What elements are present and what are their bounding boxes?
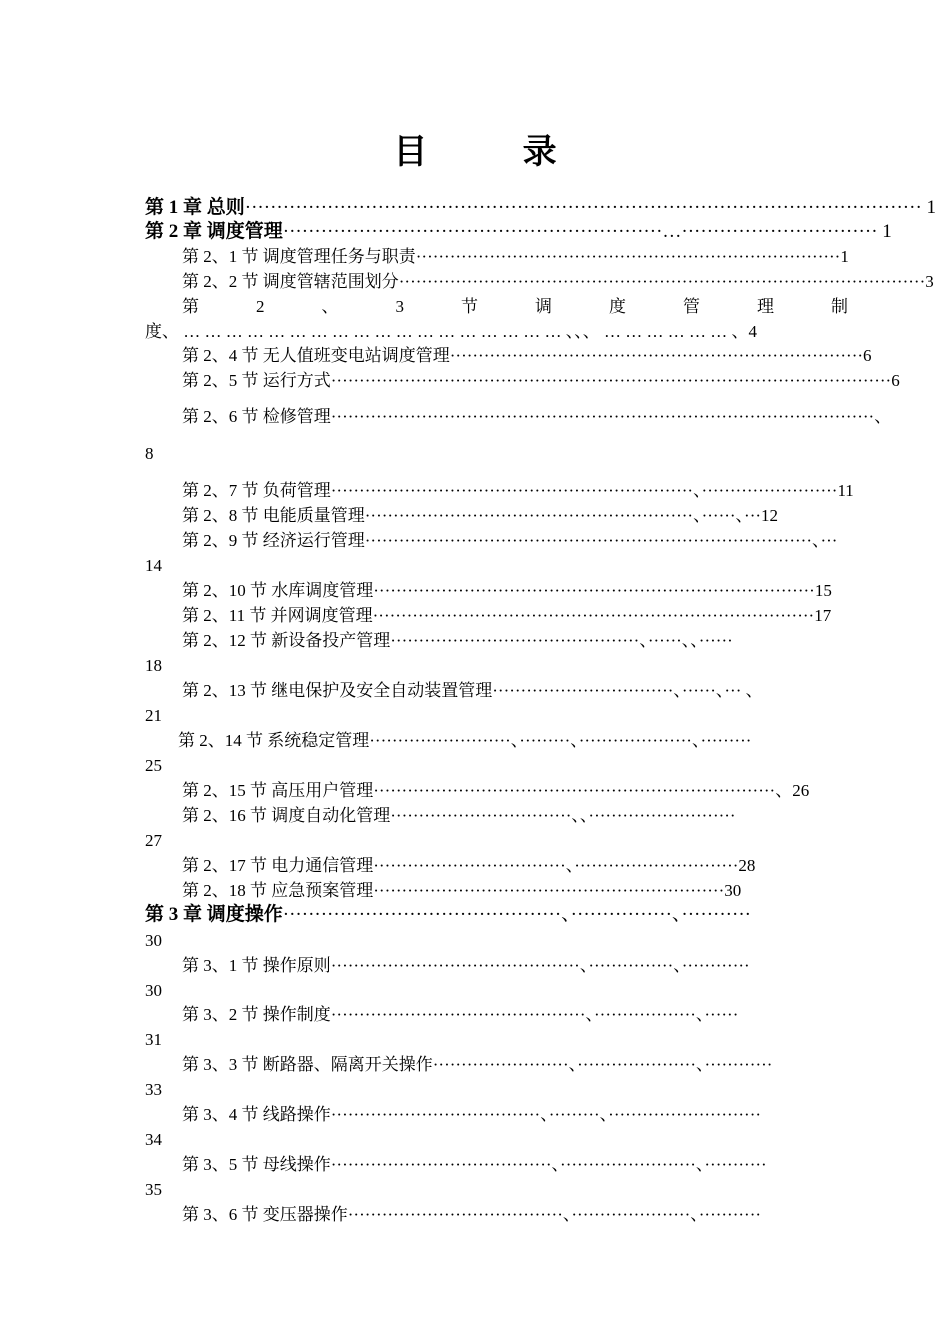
toc-leader-dots: ·············································、··················、······ xyxy=(330,1005,739,1024)
toc-leader-dots: ··································、····························· xyxy=(373,856,739,875)
toc-entry-label: 第 2 章 调度管理 xyxy=(145,221,283,242)
toc-page-number: 28 xyxy=(738,856,756,875)
toc-entry-section-2-6[interactable] xyxy=(182,406,892,428)
toc-entry-continuation xyxy=(145,321,850,343)
toc-entry-chapter-1[interactable] xyxy=(145,197,937,219)
toc-entry-section-2-8[interactable] xyxy=(182,505,850,527)
toc-entry-label: 第 3、4 节 线路操作 xyxy=(182,1105,331,1124)
toc-entry-section-2-4[interactable] xyxy=(182,345,872,367)
toc-page-number: 15 xyxy=(814,581,832,600)
toc-entry-label: 第 2、13 节 继电保护及安全自动装置管理 xyxy=(182,681,493,700)
toc-page-number-wrap: 14 xyxy=(145,556,162,575)
page-title: 目 录 xyxy=(393,134,588,171)
toc-entry-section-2-18[interactable] xyxy=(182,880,850,902)
justified-glyph: 节 xyxy=(461,297,478,316)
toc-page-number: 、 xyxy=(874,407,892,426)
toc-leader-dots: ············································、···············、············ xyxy=(330,956,750,975)
toc-entry-section-3-4[interactable] xyxy=(182,1104,850,1126)
toc-entry-label: 第 2、16 节 调度自动化管理 xyxy=(182,806,391,825)
toc-entry-label: 第 2、6 节 检修管理 xyxy=(182,407,331,426)
toc-entry-section-2-1[interactable] xyxy=(182,246,850,268)
justified-glyph: 2 xyxy=(256,297,265,316)
toc-leader-dots: ·············································································· xyxy=(373,581,815,600)
toc-leader-dots: ································································································ xyxy=(330,407,875,426)
justified-glyph: 制 xyxy=(831,297,848,316)
toc-entry-chapter-2[interactable] xyxy=(145,221,892,243)
toc-entry-label: 第 2、18 节 应急预案管理 xyxy=(182,881,374,900)
toc-leader-dots: ····························································································· xyxy=(398,272,926,291)
toc-entry-section-2-5[interactable] xyxy=(182,370,900,392)
toc-page-number: 1 xyxy=(840,247,849,266)
toc-leader-dots: ··························································、······、··· xyxy=(364,506,762,525)
toc-entry-section-2-13[interactable] xyxy=(182,680,850,702)
toc-entry-label: 第 3、2 节 操作制度 xyxy=(182,1005,331,1024)
toc-entry-label: 第 3、1 节 操作原则 xyxy=(182,956,331,975)
toc-entry-section-2-3[interactable] xyxy=(182,296,848,318)
toc-entry-label: 第 2、4 节 无人值班变电站调度管理 xyxy=(182,346,450,365)
toc-entry-label: 第 3、5 节 母线操作 xyxy=(182,1155,331,1174)
toc-page-number: 17 xyxy=(814,606,832,625)
toc-leader-dots: ·············································································· xyxy=(372,606,815,625)
toc-leader-dots: ····························································…······························· xyxy=(282,221,878,242)
toc-page-number: 30 xyxy=(724,881,742,900)
toc-entry-label: 第 2、12 节 新设备投产管理 xyxy=(182,631,391,650)
toc-page-number-wrap: 35 xyxy=(145,1180,162,1199)
toc-page-number-wrap: 33 xyxy=(145,1080,162,1099)
toc-page-number: 11 xyxy=(837,481,854,500)
toc-entry-label: 第 2、17 节 电力通信管理 xyxy=(182,856,374,875)
toc-page-number: 6 xyxy=(891,371,900,390)
toc-entry-label: 第 2、9 节 经济运行管理 xyxy=(182,531,365,550)
toc-leader-dots: ······························································ xyxy=(373,881,725,900)
toc-leader-dots: ··········································································································· xyxy=(244,197,922,218)
toc-page-number: 6 xyxy=(863,346,872,365)
toc-entry-label: 第 2、10 节 水库调度管理 xyxy=(182,581,374,600)
toc-entry-label: 第 2、2 节 调度管辖范围划分 xyxy=(182,272,399,291)
justified-glyph: 、 xyxy=(321,297,339,316)
toc-entry-section-2-2[interactable] xyxy=(182,271,934,293)
toc-entry-label: 第 2、5 节 运行方式 xyxy=(182,371,331,390)
toc-entry-chapter-3[interactable] xyxy=(145,904,850,926)
toc-page-number: 3 xyxy=(925,272,934,291)
toc-leader-dots: ············································、················、··········· xyxy=(282,904,751,925)
toc-entry-section-3-1[interactable] xyxy=(182,955,850,977)
toc-entry-section-2-15[interactable] xyxy=(182,780,850,802)
toc-entry-label: 第 2、15 节 高压用户管理 xyxy=(182,781,374,800)
toc-page-number-wrap: 31 xyxy=(145,1030,162,1049)
toc-page-number: 1 xyxy=(921,197,937,218)
toc-page-number-wrap: 21 xyxy=(145,706,162,725)
toc-entry-label: 第 1 章 总则 xyxy=(145,197,245,218)
toc-entry-section-2-9[interactable] xyxy=(182,530,850,552)
toc-entry-label: 度、 … … … … … … … … … … … … … … … … … … 、、、 … … … … … … 、4 xyxy=(145,322,757,341)
toc-leader-dots: ·························、·········、····················、········· xyxy=(369,731,752,750)
toc-page-number-wrap: 25 xyxy=(145,756,162,775)
toc-leader-dots: ··································································································· xyxy=(330,371,892,390)
toc-entry-section-3-5[interactable] xyxy=(182,1154,850,1176)
toc-leader-dots: ·······································、························、··········· xyxy=(330,1155,767,1174)
justified-glyph: 3 xyxy=(395,297,404,316)
toc-leader-dots: ························、·····················、············ xyxy=(432,1055,773,1074)
toc-entry-section-2-16[interactable] xyxy=(182,805,850,827)
toc-entry-label: 第 3、6 节 变压器操作 xyxy=(182,1205,348,1224)
toc-page-number: 12 xyxy=(761,506,779,525)
justified-glyph: 理 xyxy=(757,297,774,316)
toc-entry-section-2-12[interactable] xyxy=(182,630,850,652)
toc-page-number: 26 xyxy=(792,781,810,800)
toc-leader-dots: ··········································································· xyxy=(415,247,841,266)
toc-page-number: 1 xyxy=(877,221,892,242)
justified-glyph: 管 xyxy=(683,297,700,316)
toc-page-number-wrap: 30 xyxy=(145,931,162,950)
toc-leader-dots: ······································、·····················、··········· xyxy=(347,1205,762,1224)
toc-entry-label: 第 3 章 调度操作 xyxy=(145,904,283,925)
toc-entry-label: 第 2、1 节 调度管理任务与职责 xyxy=(182,247,416,266)
justified-glyph: 调 xyxy=(535,297,552,316)
toc-entry-label: 第 3、3 节 断路器、隔离开关操作 xyxy=(182,1055,433,1074)
toc-leader-dots: ···············································································、··· xyxy=(364,531,838,550)
toc-page-number-wrap: 18 xyxy=(145,656,162,675)
toc-entry-section-3-6[interactable] xyxy=(182,1204,850,1226)
toc-entry-section-3-3[interactable] xyxy=(182,1054,850,1076)
toc-leader-dots: ·····································、·········、··························· xyxy=(330,1105,762,1124)
toc-entry-section-2-10[interactable] xyxy=(182,580,850,602)
toc-leader-dots: ································、······、··· 、 xyxy=(492,681,763,700)
toc-leader-dots: ································、、·························· xyxy=(390,806,736,825)
toc-entry-section-2-14[interactable] xyxy=(178,730,850,752)
toc-leader-dots: ································································、························ xyxy=(330,481,838,500)
toc-leader-dots: ·······································································、 xyxy=(373,781,793,800)
toc-entry-label: 第 2、11 节 并网调度管理 xyxy=(182,606,373,625)
toc-page-number-wrap: 27 xyxy=(145,831,162,850)
toc-leader-dots: ········································································· xyxy=(449,346,864,365)
toc-page-number-wrap: 34 xyxy=(145,1130,162,1149)
toc-entry-label: 第 2、8 节 电能质量管理 xyxy=(182,506,365,525)
toc-entry-label: 第 2、14 节 系统稳定管理 xyxy=(178,731,370,750)
toc-leader-dots: ············································、······、、······ xyxy=(390,631,733,650)
justified-glyph: 度 xyxy=(609,297,626,316)
toc-entry-section-2-11[interactable] xyxy=(182,605,850,627)
toc-entry-section-3-2[interactable] xyxy=(182,1004,850,1026)
toc-entry-label: 第 2、7 节 负荷管理 xyxy=(182,481,331,500)
toc-entry-section-2-17[interactable] xyxy=(182,855,850,877)
toc-page-number-wrap: 8 xyxy=(145,444,154,463)
toc-entry-section-2-7[interactable] xyxy=(182,480,854,502)
justified-glyph: 第 xyxy=(182,297,199,316)
toc-page-number-wrap: 30 xyxy=(145,981,162,1000)
